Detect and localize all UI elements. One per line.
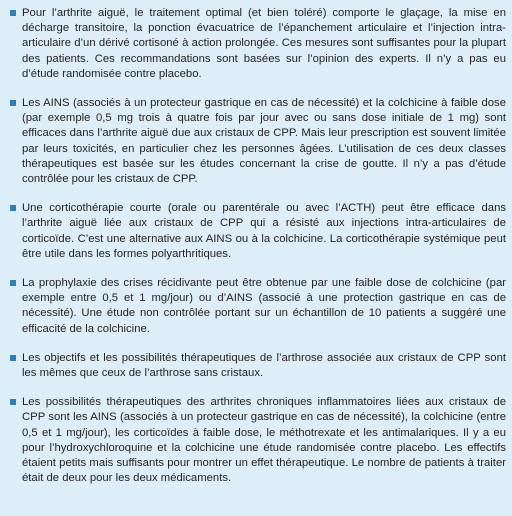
square-bullet-icon bbox=[10, 399, 16, 405]
square-bullet-icon bbox=[10, 100, 16, 106]
list-item bbox=[10, 276, 506, 337]
list-item bbox=[10, 96, 506, 187]
square-bullet-icon bbox=[10, 10, 16, 16]
list-item bbox=[10, 395, 506, 486]
square-bullet-icon bbox=[10, 205, 16, 211]
square-bullet-icon bbox=[10, 355, 16, 361]
list-item-text: Pour l’arthrite aiguë, le traitement optimal (et bien toléré) comporte le glaçage, la mise en décharge transitoire, la ponction évacuatrice de l’épanchement articulaire et l’injection intra-articulaire d’un dérivé cortisoné à action prolongée. Ces mesures sont suffisantes pour la plupart des patients. Ces recommandations sont basées sur l’opinion des experts. Il n’y a pas eu d’étude randomisée contre placebo. bbox=[22, 7, 506, 80]
list-item bbox=[10, 351, 506, 381]
list-item bbox=[10, 201, 506, 262]
list-item-text: Les AINS (associés à un protecteur gastrique en cas de nécessité) et la colchicine à faible dose (par exemple 0,5 mg trois à quatre fois par jour avec ou sans dose initiale de 1 mg) sont efficaces dans l’arthrite aiguë due aux cristaux de CPP. Mais leur prescription est souvent limitée par leurs toxicités, en particulier chez les personnes âgées. L’utilisation de ces deux classes thérapeutiques est basée sur les études concernant la crise de goutte. Il n’y a pas d’étude contrôlée pour les cristaux de CPP. bbox=[22, 97, 506, 186]
list-item-text: Une corticothérapie courte (orale ou parentérale ou avec l’ACTH) peut être efficace dans l’arthrite aiguë liée aux cristaux de CPP qui a résisté aux injections intra-articulaires de corticoïde. C’est une alternative aux AINS ou à la colchicine. La corticothérapie systémique peut être utile dans les formes polyarthritiques. bbox=[22, 202, 506, 260]
list-item-text: La prophylaxie des crises récidivante peut être obtenue par une faible dose de colchicine (par exemple entre 0,5 et 1 mg/jour) ou d’AINS (associé à une protection gastrique en cas de nécessité). Une étude non contrôlée portant sur un échantillon de 10 patients a suggéré une efficacité de la colchicine. bbox=[22, 277, 506, 335]
square-bullet-icon bbox=[10, 280, 16, 286]
list-item bbox=[10, 6, 506, 82]
list-item-text: Les objectifs et les possibilités thérapeutiques de l’arthrose associée aux cristaux de CPP sont les mêmes que ceux de l’arthrose sans cristaux. bbox=[22, 351, 506, 380]
list-item-text: Les possibilités thérapeutiques des arthrites chroniques inflammatoires liées aux cristaux de CPP sont les AINS (associés à un protecteur gastrique en cas de nécessité), la colchicine (entre 0,5 et 1 mg/jour), les corticoïdes à faible dose, le méthotrexate et les antimalariques. Il y a eu pour l’hydroxychloroquine et la colchicine une étude randomisée contre placebo. Les effectifs étaient petits mais suffisants pour montrer un effet thérapeutique. Le nombre de patients à traiter était de deux pour les deux médicaments. bbox=[22, 396, 506, 485]
